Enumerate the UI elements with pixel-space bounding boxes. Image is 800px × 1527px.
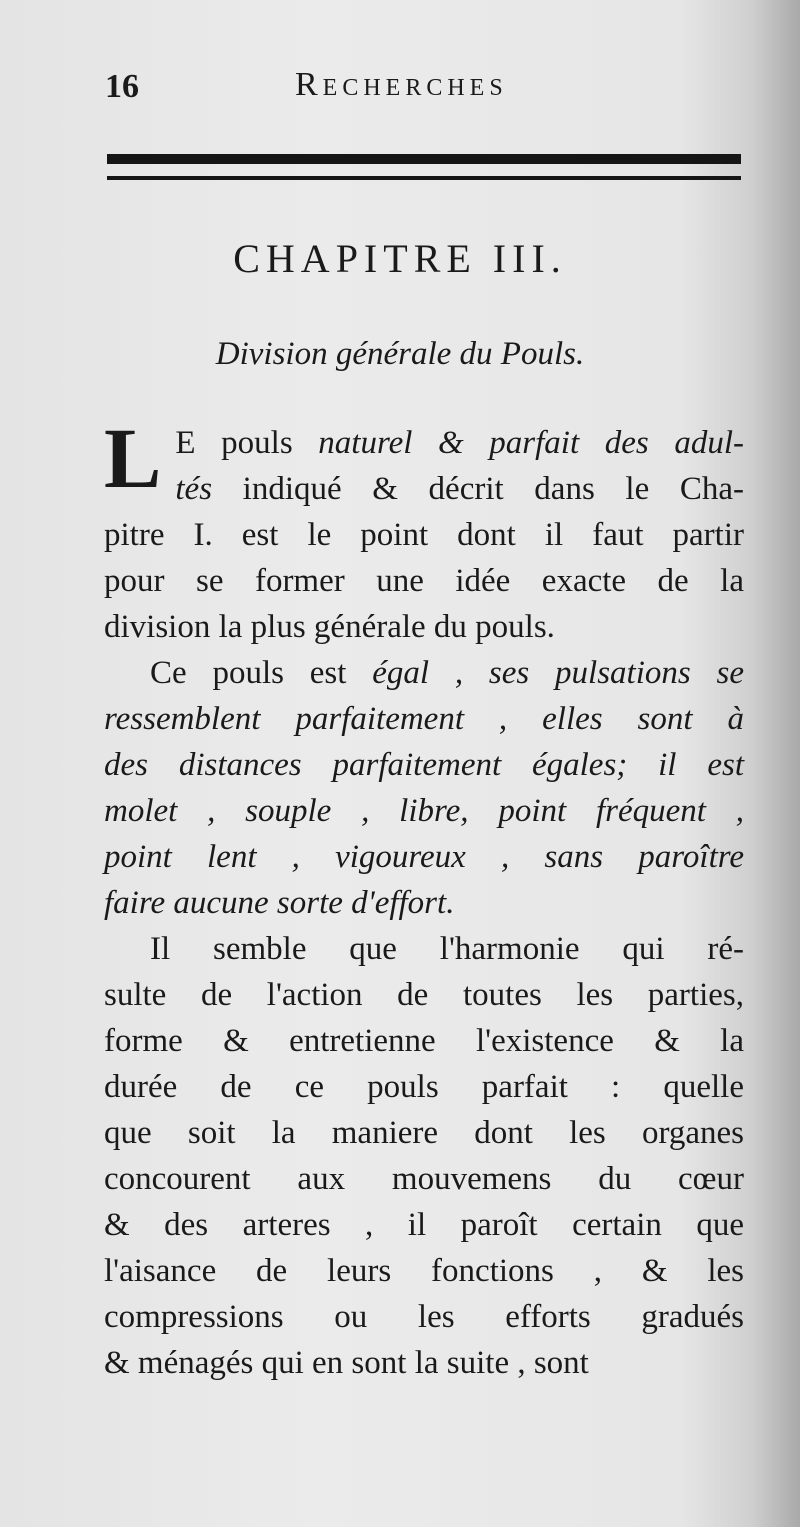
text-line [104, 604, 744, 650]
text-segment: Ce pouls est [150, 655, 373, 691]
text-segment: & des arteres , il paroît certain que [104, 1207, 744, 1243]
text-segment: durée de ce pouls parfait : quelle [104, 1069, 744, 1105]
page-header [105, 58, 745, 118]
text-segment: division la plus générale du pouls. [104, 609, 555, 645]
text-line [104, 834, 744, 880]
drop-cap: L [104, 410, 162, 506]
running-head: Recherches [295, 66, 508, 103]
text-line [104, 1018, 744, 1064]
text-segment: tés [175, 471, 213, 507]
paragraph [104, 650, 744, 926]
text-line [104, 1156, 744, 1202]
text-line [104, 880, 744, 926]
text-line [104, 1064, 744, 1110]
text-segment: Il semble que l'harmonie qui ré- [150, 931, 744, 967]
text-segment: molet , souple , libre, point fréquent , [104, 793, 744, 829]
header-rule-thin [107, 176, 741, 180]
text-segment: compressions ou les efforts gradués [104, 1299, 744, 1335]
text-segment: forme & entretienne l'existence & la [104, 1023, 744, 1059]
text-line [104, 1202, 744, 1248]
text-line [104, 1340, 744, 1386]
text-line [104, 1110, 744, 1156]
text-line [104, 466, 744, 512]
text-line [104, 1248, 744, 1294]
page-number: 16 [105, 68, 139, 105]
text-segment: indiqué & décrit dans le Cha- [212, 471, 744, 507]
body-text [104, 410, 745, 1386]
text-segment: concourent aux mouvemens du cœur [104, 1161, 744, 1197]
text-segment: & ménagés qui en sont la suite , sont [104, 1345, 589, 1381]
text-segment: pitre I. est le point dont il faut partir [104, 517, 744, 553]
text-segment: pour se former une idée exacte de la [104, 563, 744, 599]
text-segment: que soit la maniere dont les organes [104, 1115, 744, 1151]
text-line [104, 926, 744, 972]
text-line [104, 650, 744, 696]
text-line [104, 742, 744, 788]
text-line [104, 788, 744, 834]
header-rule-thick [107, 154, 741, 164]
paragraph [104, 410, 745, 650]
text-line [104, 1294, 744, 1340]
text-segment: égal , ses pulsations se [372, 655, 745, 691]
text-line [104, 512, 744, 558]
text-line [104, 972, 744, 1018]
text-line [104, 420, 744, 466]
chapter-subtitle: Division générale du Pouls. [215, 336, 585, 372]
text-segment: E pouls [175, 425, 319, 461]
chapter-title: CHAPITRE III. [233, 236, 567, 281]
text-line [104, 558, 744, 604]
text-segment: l'aisance de leurs fonctions , & les [104, 1253, 744, 1289]
text-segment: sulte de l'action de toutes les parties, [104, 977, 744, 1013]
text-segment: faire aucune sorte d'effort. [104, 885, 455, 921]
text-segment: point lent , vigoureux , sans paroître [104, 839, 744, 875]
paragraph [104, 926, 744, 1386]
text-segment: des distances parfaitement égales; il est [104, 747, 744, 783]
text-segment: ressemblent parfaitement , elles sont à [104, 701, 744, 737]
text-segment: naturel & parfait des adul- [318, 425, 745, 461]
text-line [104, 696, 744, 742]
